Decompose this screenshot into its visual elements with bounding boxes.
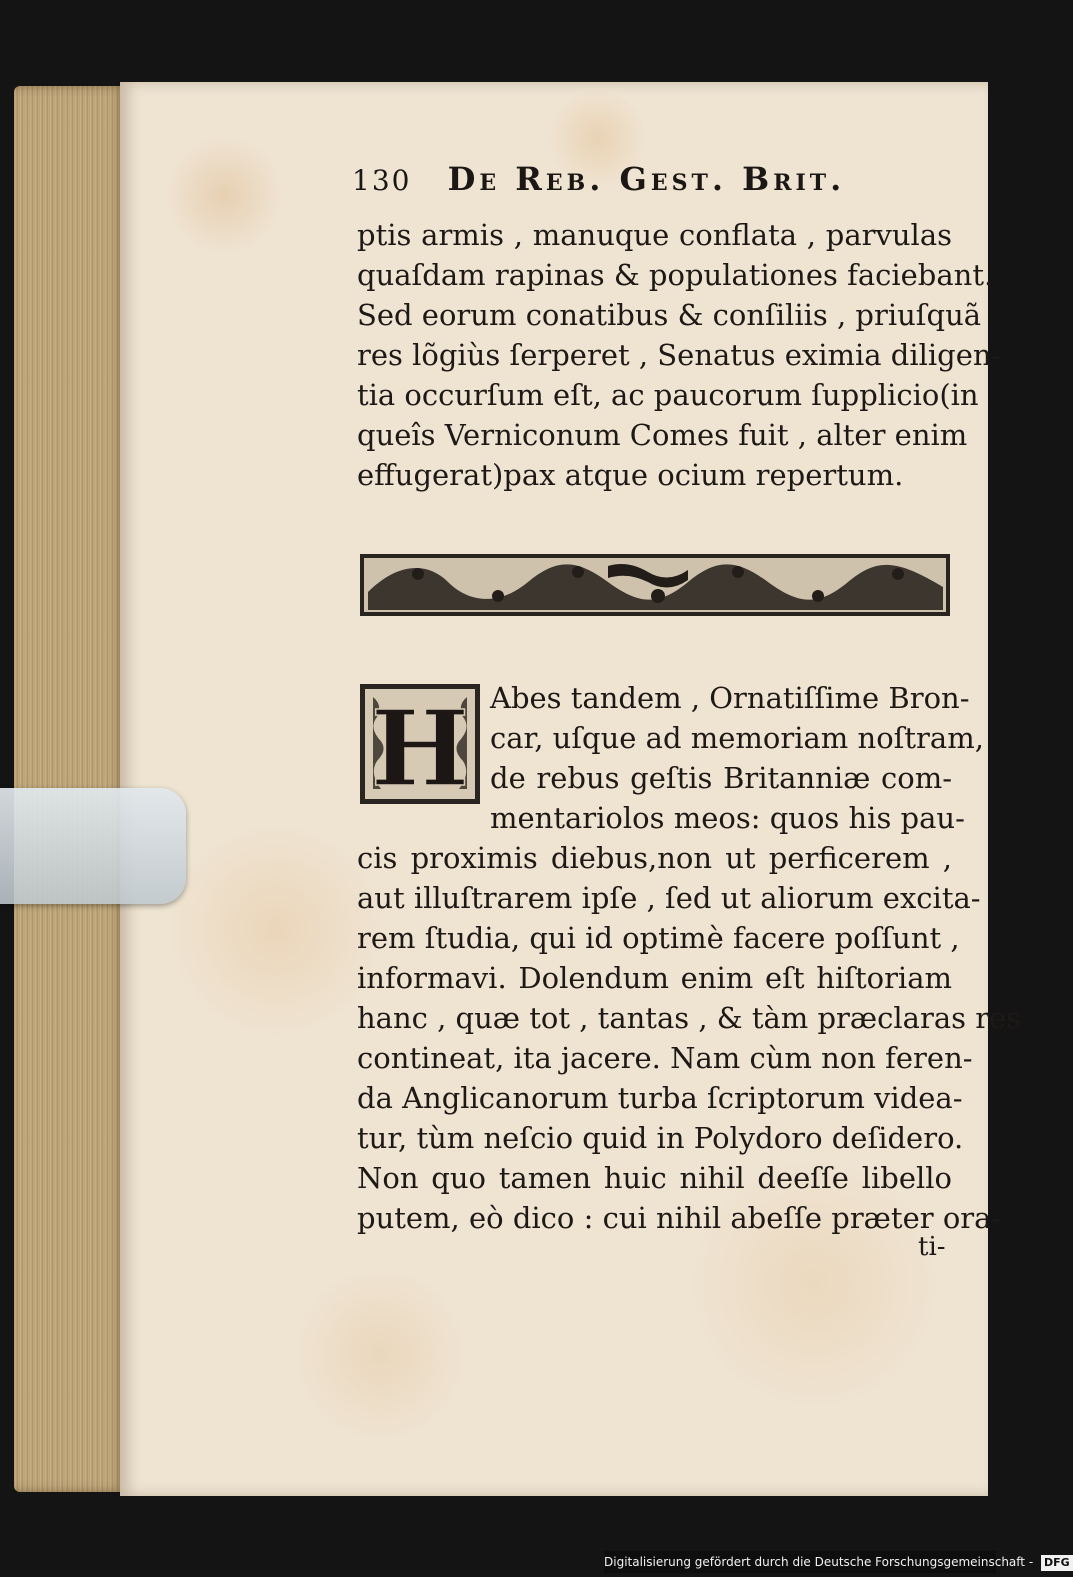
decorated-initial-h [359, 683, 481, 810]
text-line: Sed eorum conatibus & conſiliis , priuſquã [357, 298, 982, 332]
page-number: 130 [352, 164, 412, 197]
text-line: contineat, ita jacere. Nam cùm non feren- [357, 1041, 973, 1075]
text-line: Non quo tamen huic nihil deeſſe libello [357, 1161, 952, 1195]
text-line: quaſdam rapinas & populationes faciebant. [357, 258, 994, 292]
bookmark-clip [0, 788, 186, 904]
ornamental-headpiece [358, 552, 952, 618]
running-head [352, 160, 852, 206]
text-line: Abes tandem , Ornatiſſime Bron- [490, 681, 970, 715]
text-line: hanc , quæ tot , tantas , & tàm præclaras res [357, 1001, 1022, 1035]
text-line: queîs Verniconum Comes fuit , alter enim [357, 418, 968, 452]
text-line: tia occurſum eſt, ac paucorum ſupplicio(in [357, 378, 979, 412]
dfg-logo: DFG [1041, 1555, 1073, 1571]
text-line: res lõgiùs ſerperet , Senatus eximia diligen- [357, 338, 1002, 372]
text-line: mentariolos meos: quos his pau- [490, 801, 965, 835]
text-line: car, uſque ad memoriam noſtram, [490, 721, 984, 755]
text-line: da Anglicanorum turba ſcriptorum videa- [357, 1081, 963, 1115]
text-line: informavi. Dolendum enim eſt hiſtoriam [357, 961, 952, 995]
text-line: aut illuſtrarem ipſe , ſed ut aliorum excita- [357, 881, 981, 915]
text-line: tur, tùm neſcio quid in Polydoro deſidero. [357, 1121, 964, 1155]
text-line: rem ſtudia, qui id optimè facere poſſunt , [357, 921, 960, 955]
running-title: De Reb. Gest. Brit. [447, 160, 846, 198]
text-line: cis proximis diebus,non ut perficerem , [357, 841, 952, 875]
text-line: de rebus geſtis Britanniæ com- [490, 761, 952, 795]
digitization-footer [604, 1551, 1070, 1573]
text-line: ptis armis , manuque conflata , parvulas [357, 218, 952, 252]
text-line: effugerat)pax atque ocium repertum. [357, 458, 904, 492]
initial-letter: H [370, 687, 470, 810]
catchword: ti- [918, 1232, 946, 1262]
text-line: putem, eò dico : cui nihil abeſſe præter ora- [357, 1201, 1002, 1235]
footer-text: Digitalisierung gefördert durch die Deutsche Forschungsgemeinschaft - [604, 1555, 1034, 1569]
